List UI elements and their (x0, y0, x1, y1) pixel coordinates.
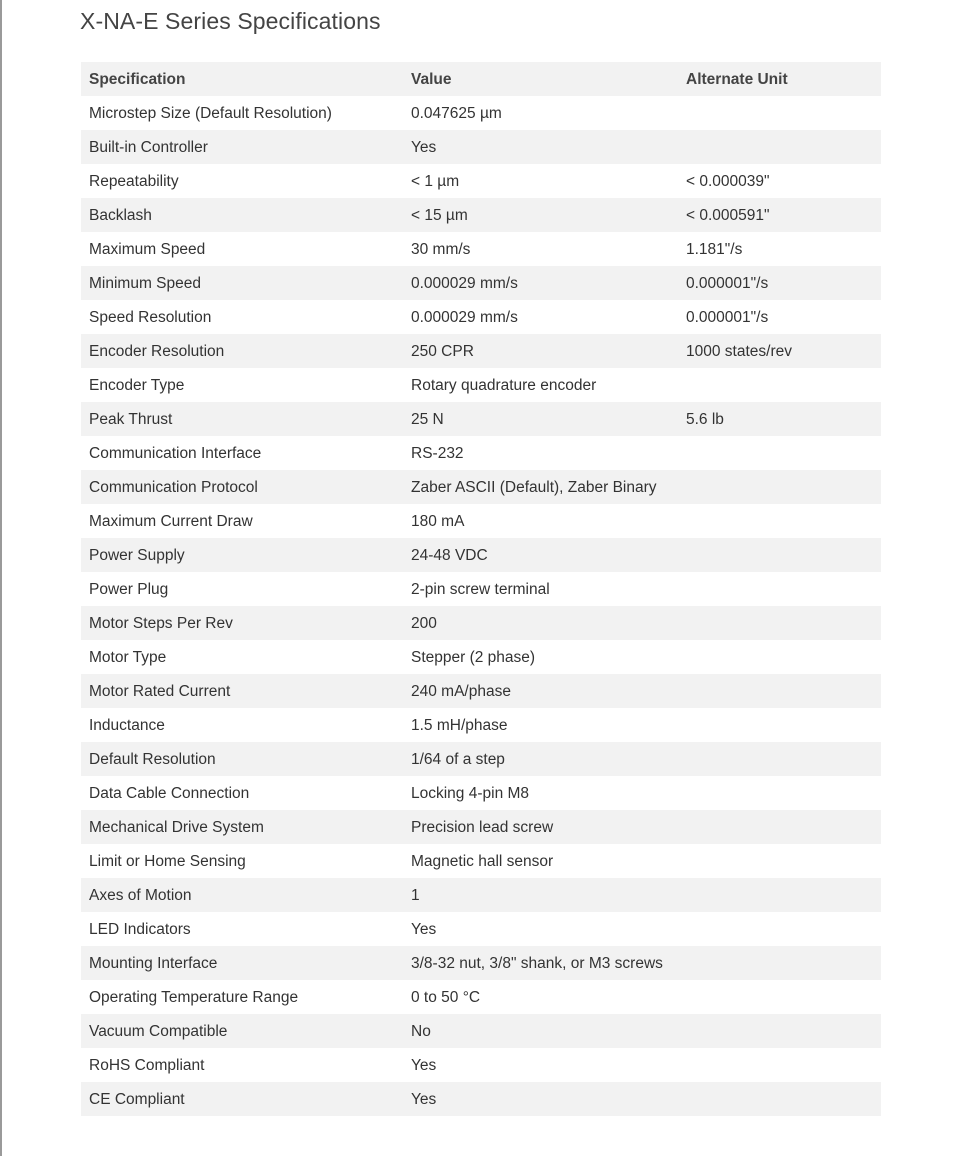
spec-name-cell: Maximum Speed (89, 241, 206, 258)
table-row (81, 334, 881, 368)
spec-name-cell: Speed Resolution (89, 309, 212, 326)
spec-name-cell: Axes of Motion (89, 887, 192, 904)
table-row (81, 130, 881, 164)
spec-name-cell: Minimum Speed (89, 275, 201, 292)
alternate-unit-cell: 1.181"/s (686, 241, 743, 258)
table-row (81, 572, 881, 606)
alternate-unit-cell (678, 674, 881, 708)
page-left-border (0, 0, 2, 1156)
spec-value-cell: 3/8-32 nut, 3/8" shank, or M3 screws (411, 955, 663, 972)
spec-value-cell: RS-232 (411, 445, 464, 462)
spec-name-cell: LED Indicators (89, 921, 191, 938)
spec-value-cell: 200 (411, 615, 437, 632)
table-row (81, 368, 881, 402)
specifications-table (81, 62, 881, 1116)
spec-value-cell: Locking 4-pin M8 (411, 785, 530, 802)
spec-name-cell: Built-in Controller (89, 139, 208, 156)
spec-name-cell: Vacuum Compatible (89, 1023, 228, 1040)
spec-name-cell: RoHS Compliant (89, 1057, 205, 1074)
spec-name-cell: Operating Temperature Range (89, 989, 299, 1006)
table-row (81, 912, 881, 946)
spec-name-cell: Mechanical Drive System (89, 819, 264, 836)
spec-name-cell: CE Compliant (89, 1091, 185, 1108)
table-row (81, 878, 881, 912)
alternate-unit-cell (678, 1082, 881, 1116)
spec-value-cell: Zaber ASCII (Default), Zaber Binary (411, 479, 657, 496)
spec-value-cell: Yes (411, 1091, 437, 1108)
spec-value-cell: 1 (411, 887, 420, 904)
spec-value-cell: 30 mm/s (411, 241, 471, 258)
spec-value-cell: Yes (411, 1057, 437, 1074)
table-row (81, 606, 881, 640)
table-row (81, 96, 881, 130)
table-row (81, 980, 881, 1014)
table-header-row (81, 62, 881, 96)
spec-name-cell: Power Supply (89, 547, 185, 564)
alternate-unit-cell (678, 96, 881, 130)
table-row (81, 402, 881, 436)
spec-name-cell: Inductance (89, 717, 165, 734)
page-title: X-NA-E Series Specifications (80, 8, 381, 34)
alternate-unit-cell (678, 640, 881, 674)
spec-value-cell: 0.000029 mm/s (411, 275, 518, 292)
spec-value-cell: 24-48 VDC (411, 547, 488, 564)
table-row (81, 946, 881, 980)
table-row (81, 538, 881, 572)
spec-name-cell: Communication Interface (89, 445, 262, 462)
table-row (81, 810, 881, 844)
spec-name-cell: Motor Steps Per Rev (89, 615, 233, 632)
column-header-value: Value (411, 71, 452, 88)
alternate-unit-cell (678, 368, 881, 402)
spec-value-cell: 0.047625 µm (411, 105, 502, 122)
table-row (81, 164, 881, 198)
table-row (81, 232, 881, 266)
alternate-unit-cell (678, 776, 881, 810)
alternate-unit-cell (678, 912, 881, 946)
table-row (81, 436, 881, 470)
column-header-specification: Specification (89, 71, 186, 88)
table-row (81, 1082, 881, 1116)
spec-value-cell: 180 mA (411, 513, 465, 530)
spec-value-cell: 25 N (411, 411, 444, 428)
alternate-unit-cell (678, 878, 881, 912)
spec-name-cell: Maximum Current Draw (89, 513, 253, 530)
spec-value-cell: Magnetic hall sensor (411, 853, 554, 870)
table-row (81, 674, 881, 708)
alternate-unit-cell (678, 1048, 881, 1082)
table-row (81, 1048, 881, 1082)
spec-value-cell: < 1 µm (411, 173, 460, 190)
alternate-unit-cell (678, 504, 881, 538)
alternate-unit-cell (678, 572, 881, 606)
table-row (81, 504, 881, 538)
spec-name-cell: Repeatability (89, 173, 179, 190)
spec-value-cell: 1.5 mH/phase (411, 717, 508, 734)
table-row (81, 844, 881, 878)
spec-value-cell: Yes (411, 139, 437, 156)
spec-value-cell: 250 CPR (411, 343, 474, 360)
alternate-unit-cell (678, 1014, 881, 1048)
table-row (81, 640, 881, 674)
spec-value-cell: 1/64 of a step (411, 751, 505, 768)
alternate-unit-cell: 1000 states/rev (686, 343, 792, 360)
spec-name-cell: Motor Type (89, 649, 167, 666)
alternate-unit-cell (678, 980, 881, 1014)
alternate-unit-cell (678, 538, 881, 572)
table-row (81, 470, 881, 504)
table-row (81, 742, 881, 776)
spec-value-cell: No (411, 1023, 431, 1040)
spec-value-cell: Precision lead screw (411, 819, 554, 836)
spec-value-cell: Yes (411, 921, 437, 938)
spec-value-cell: Stepper (2 phase) (411, 649, 536, 666)
alternate-unit-cell (678, 946, 881, 980)
table-row (81, 776, 881, 810)
alternate-unit-cell (678, 606, 881, 640)
alternate-unit-cell (678, 708, 881, 742)
spec-name-cell: Encoder Type (89, 377, 185, 394)
spec-name-cell: Data Cable Connection (89, 785, 250, 802)
alternate-unit-cell: 0.000001"/s (686, 275, 769, 292)
table-body (81, 96, 881, 1116)
spec-value-cell: 240 mA/phase (411, 683, 511, 700)
alternate-unit-cell (678, 742, 881, 776)
spec-name-cell: Communication Protocol (89, 479, 258, 496)
spec-value-cell: < 15 µm (411, 207, 468, 224)
spec-value-cell: 2-pin screw terminal (411, 581, 550, 598)
column-header-alternate-unit: Alternate Unit (686, 71, 788, 88)
spec-name-cell: Default Resolution (89, 751, 216, 768)
spec-name-cell: Power Plug (89, 581, 169, 598)
alternate-unit-cell: < 0.000591" (686, 207, 770, 224)
spec-value-cell: 0 to 50 °C (411, 989, 481, 1006)
alternate-unit-cell (678, 130, 881, 164)
spec-name-cell: Limit or Home Sensing (89, 853, 246, 870)
table-row (81, 266, 881, 300)
spec-name-cell: Motor Rated Current (89, 683, 231, 700)
table-row (81, 198, 881, 232)
alternate-unit-cell: 5.6 lb (686, 411, 724, 428)
alternate-unit-cell (678, 470, 881, 504)
alternate-unit-cell (678, 810, 881, 844)
alternate-unit-cell (678, 844, 881, 878)
spec-name-cell: Mounting Interface (89, 955, 218, 972)
alternate-unit-cell: < 0.000039" (686, 173, 770, 190)
alternate-unit-cell: 0.000001"/s (686, 309, 769, 326)
table-row (81, 708, 881, 742)
spec-name-cell: Microstep Size (Default Resolution) (89, 105, 332, 122)
spec-name-cell: Peak Thrust (89, 411, 173, 428)
spec-value-cell: 0.000029 mm/s (411, 309, 518, 326)
table-row (81, 1014, 881, 1048)
spec-value-cell: Rotary quadrature encoder (411, 377, 597, 394)
table-row (81, 300, 881, 334)
spec-name-cell: Backlash (89, 207, 152, 224)
alternate-unit-cell (678, 436, 881, 470)
spec-name-cell: Encoder Resolution (89, 343, 225, 360)
